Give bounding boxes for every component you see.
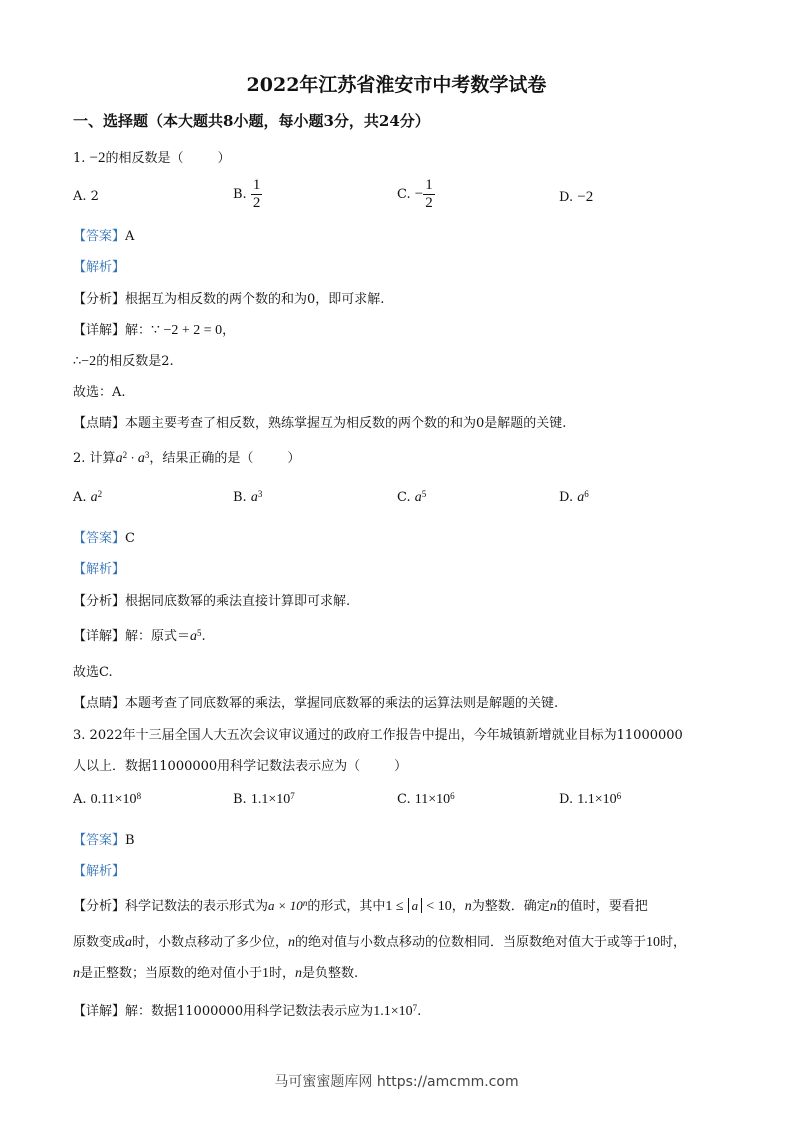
q3-fenxi-line1: 【分析】科学记数法的表示形式为$a \times 10^n$的形式，其中1 ≤ a < 10，n为整数．确定n的值时，要看把 — [73, 898, 648, 914]
q3-option-b: B. $1.1\times 10^7$ — [233, 791, 295, 807]
q2-option-d: D. $a^6$ — [559, 489, 589, 505]
q3-option-c: C. $11\times 10^6$ — [397, 791, 455, 807]
q2-option-c: C. $a^5$ — [397, 489, 427, 505]
q1-option-a: A. 2 — [73, 189, 99, 204]
q1-option-c: C. − $\frac{1}{2}$ — [397, 177, 433, 211]
q2-answer: 【答案】C — [73, 531, 135, 546]
q1-xiangjie: 【详解】解：∵ −2 + 2 = 0， — [73, 323, 236, 338]
q1-choice: 故选：A. — [73, 385, 126, 400]
question-3-stem-line1: 3. 2022年十三届全国人大五次会议审议通过的政府工作报告中提出，今年城镇新增就业目标为11000000 — [73, 728, 683, 743]
q2-choice: 故选C. — [73, 665, 113, 680]
footer-watermark: 马可蜜蜜题库网 https://amcmm.com — [274, 1074, 519, 1090]
question-1-stem: 1. −2的相反数是（ ） — [73, 150, 231, 166]
q1-option-b: B. $\frac{1}{2}$ — [233, 177, 261, 211]
q3-fenxi-line2: 原数变成a时，小数点移动了多少位，n的绝对值与小数点移动的位数相同．当原数绝对值大于或等于10时， — [73, 935, 687, 950]
q2-fenxi: 【分析】根据同底数幂的乘法直接计算即可求解. — [73, 594, 351, 609]
q2-option-a: A. $a^2$ — [73, 489, 103, 505]
q3-answer: 【答案】B — [73, 833, 135, 848]
q3-xiangjie: 【详解】解：数据11000000用科学记数法表示应为$1.1\times 10^7$. — [73, 1003, 422, 1019]
q3-fenxi-line3: n是正整数；当原数的绝对值小于1时，n是负整数. — [73, 966, 359, 981]
q2-xiangjie: 【详解】解：原式$=a^5$. — [73, 628, 206, 644]
section-heading: 一、选择题（本大题共8小题，每小题3分，共24分） — [73, 112, 430, 130]
q1-conclusion: ∴−2的相反数是2. — [73, 354, 174, 369]
q1-option-d: D. −2 — [559, 189, 594, 205]
question-2-stem: 2. 计算$a^2 \cdot a^3$，结果正确的是（ ） — [73, 450, 301, 466]
q1-answer: 【答案】A — [73, 229, 135, 244]
q2-dianjing: 【点睛】本题考查了同底数幂的乘法，掌握同底数幂的乘法的运算法则是解题的关键. — [73, 696, 559, 711]
q1-analysis-label: 【解析】 — [73, 260, 126, 275]
q3-analysis-label: 【解析】 — [73, 864, 126, 879]
q1-dianjing: 【点睛】本题主要考查了相反数，熟练掌握互为相反数的两个数的和为0是解题的关键. — [73, 416, 567, 431]
q2-analysis-label: 【解析】 — [73, 562, 126, 577]
q3-option-d: D. $1.1\times 10^6$ — [559, 791, 622, 807]
q3-option-a: A. $0.11\times 10^8$ — [73, 791, 142, 807]
q2-option-b: B. $a^3$ — [233, 489, 263, 505]
q1-fenxi: 【分析】根据互为相反数的两个数的和为0，即可求解. — [73, 292, 385, 307]
page-title: 2022年江苏省淮安市中考数学试卷 — [246, 74, 547, 96]
question-3-stem-line2: 人以上．数据11000000用科学记数法表示应为（ ） — [73, 759, 408, 774]
